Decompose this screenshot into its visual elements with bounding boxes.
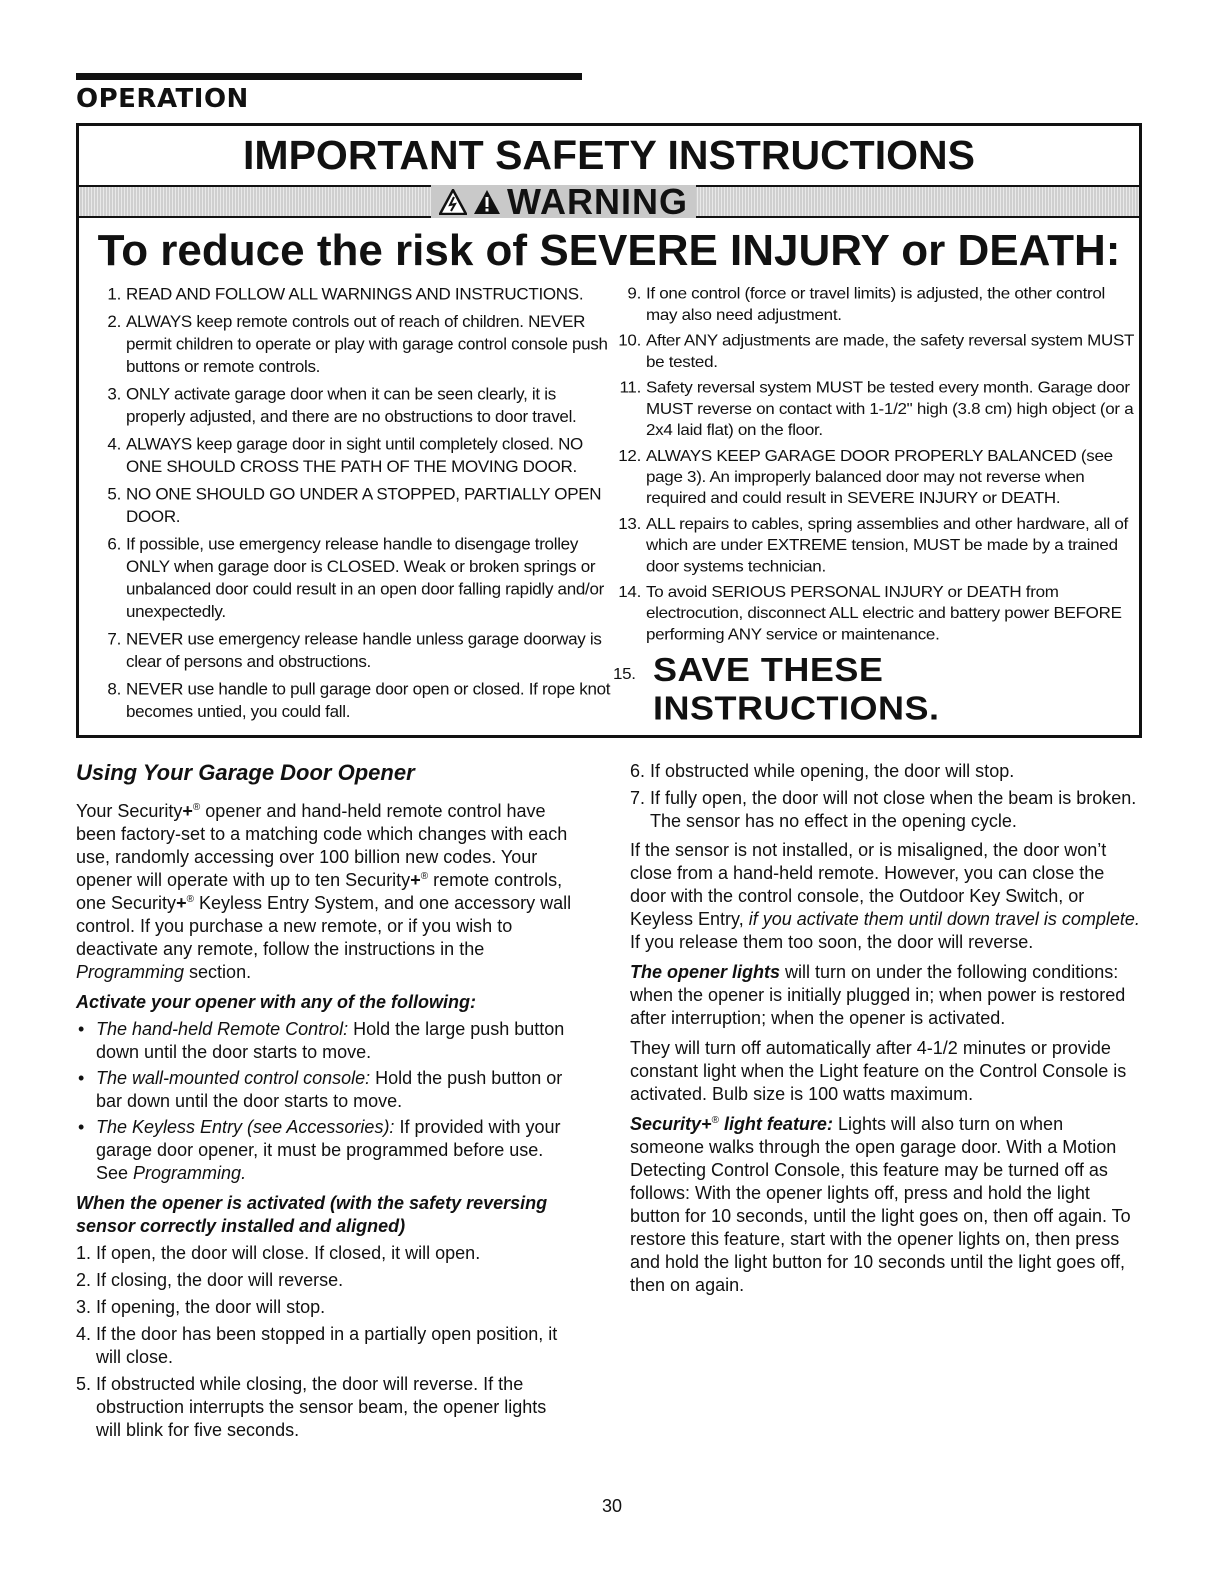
security-plus-mark: + xyxy=(182,801,193,821)
step-number: 7. xyxy=(630,788,646,808)
safety-rules-right-list xyxy=(613,283,1138,645)
warning-triangle-icon xyxy=(473,189,501,215)
rule-number: 12. xyxy=(618,446,641,465)
intro-text: Keyless Entry System, and one accessory wall control. If you purchase a new remote, or if you wish to deactivate any remote, follow the instructions in the xyxy=(76,893,572,959)
right-column xyxy=(630,760,1142,1304)
paragraph-lead: light feature: xyxy=(718,1114,833,1134)
security-plus-mark: + xyxy=(410,870,421,890)
rule-text: To avoid SERIOUS PERSONAL INJURY or DEATH from electrocution, disconnect ALL electric and battery power BEFORE performing ANY service or maintenance. xyxy=(646,583,1122,644)
list-item xyxy=(630,760,1142,783)
intro-text: Your Security xyxy=(76,801,183,821)
list-item xyxy=(76,1373,576,1442)
activation-behavior-list-continued xyxy=(630,760,1142,833)
list-item xyxy=(76,1116,576,1185)
rule-number: 7. xyxy=(107,629,121,649)
registered-mark: ® xyxy=(711,1115,719,1126)
safety-rule xyxy=(93,383,613,428)
section-rule xyxy=(76,73,582,80)
sensor-paragraph xyxy=(630,839,1142,954)
rule-text: ALL repairs to cables, spring assemblies and other hardware, all of which are under EXTREME tension, MUST be made by a trained door systems technician. xyxy=(646,515,1128,575)
rule-text: After ANY adjustments are made, the safety reversal system MUST be tested. xyxy=(646,331,1134,371)
bullet-text: Hold the push button or bar down until the door starts to move. xyxy=(96,1068,563,1111)
rule-number: 5. xyxy=(107,484,121,504)
paragraph-text: will turn on under the following conditions: when the opener is initially plugged in; when power is restored after interruption; when the opener is activated. xyxy=(630,962,1126,1028)
safety-rule-15 xyxy=(613,650,1138,727)
paragraph-text: If the sensor is not installed, or is misaligned, the door won’t close from a hand-held remote. However, you can close the door with the control console, the Outdoor Key Switch, or Keyless Entry, xyxy=(630,840,1107,929)
safety-rule xyxy=(613,513,1138,577)
light-feature-paragraph xyxy=(630,1113,1142,1297)
safety-rule xyxy=(613,283,1138,325)
rule-number: 4. xyxy=(107,434,121,454)
save-instructions-text: SAVE THESE INSTRUCTIONS. xyxy=(653,650,940,727)
list-item xyxy=(630,787,1142,833)
section-title: OPERATION xyxy=(76,84,249,114)
intro-text: remote controls, one Security xyxy=(76,870,563,913)
programming-reference: Programming xyxy=(76,962,185,982)
bullet-icon: • xyxy=(78,1019,85,1039)
activate-heading: Activate your opener with any of the following: xyxy=(76,992,477,1012)
step-text: If obstructed while closing, the door will reverse. If the obstruction interrupts the sensor beam, the opener lights will blink for five seconds. xyxy=(96,1374,547,1440)
safety-rule xyxy=(613,581,1138,645)
bullet-lead: The Keyless Entry (see Accessories): xyxy=(96,1117,395,1137)
rule-number: 9. xyxy=(627,284,641,303)
safety-rules-left xyxy=(93,283,613,728)
bullet-lead: The wall-mounted control console: xyxy=(96,1068,371,1088)
intro-paragraph xyxy=(76,800,576,984)
bullet-text: Hold the large push button down until the door starts to move. xyxy=(96,1019,565,1062)
rule-text: NO ONE SHOULD GO UNDER A STOPPED, PARTIALLY OPEN DOOR. xyxy=(126,484,602,527)
step-text: If opening, the door will stop. xyxy=(96,1297,326,1317)
rule-text: ALWAYS KEEP GARAGE DOOR PROPERLY BALANCED (see page 3). An improperly balanced door may not reverse when required and could result in SEVERE INJURY or DEATH. xyxy=(646,446,1113,507)
rule-text: ALWAYS keep remote controls out of reach of children. NEVER permit children to operate or play with garage control console push buttons or remote controls. xyxy=(126,312,608,377)
lights-off-paragraph: They will turn off automatically after 4-1/2 minutes or provide constant light when the Light feature on the Control Console is activated. Bulb size is 100 watts maximum. xyxy=(630,1038,1127,1104)
safety-rule xyxy=(93,678,613,723)
rule-number: 14. xyxy=(618,583,641,601)
safety-rule xyxy=(93,433,613,478)
bullet-icon: • xyxy=(78,1068,85,1088)
list-item xyxy=(76,1323,576,1369)
rule-text: ONLY activate garage door when it can be seen clearly, it is properly adjusted, and there are no obstructions to door travel. xyxy=(126,384,577,427)
security-plus-mark: + xyxy=(701,1114,712,1134)
rule-text: NEVER use emergency release handle unless garage doorway is clear of persons and obstructions. xyxy=(126,629,602,672)
step-text: If the door has been stopped in a partially open position, it will close. xyxy=(96,1324,558,1367)
paragraph-emphasis: if you activate them until down travel is complete. xyxy=(748,909,1140,929)
warning-text: WARNING xyxy=(507,181,688,222)
safety-rule xyxy=(93,628,613,673)
rule-number: 15. xyxy=(613,665,636,683)
list-item xyxy=(76,1296,576,1319)
list-item xyxy=(76,1018,576,1064)
activated-heading: When the opener is activated (with the safety reversing sensor correctly installed and aligned) xyxy=(76,1193,548,1236)
programming-reference: Programming. xyxy=(133,1163,247,1183)
registered-mark: ® xyxy=(186,894,194,905)
step-number: 2. xyxy=(76,1270,92,1290)
activation-behavior-list xyxy=(76,1242,576,1442)
warning-label xyxy=(431,181,696,222)
warning-bar xyxy=(79,181,1139,222)
rule-text: READ AND FOLLOW ALL WARNINGS AND INSTRUCTIONS. xyxy=(126,284,584,304)
rule-number: 6. xyxy=(107,534,121,554)
shock-hazard-triangle-icon xyxy=(439,189,467,215)
safety-heading: IMPORTANT SAFETY INSTRUCTIONS xyxy=(243,132,975,178)
bullet-lead: The hand-held Remote Control: xyxy=(96,1019,349,1039)
registered-mark: ® xyxy=(420,871,429,882)
rule-text: If one control (force or travel limits) is adjusted, the other control may also need adjustment. xyxy=(646,284,1105,324)
safety-rule xyxy=(93,533,613,623)
safety-rule xyxy=(613,330,1138,372)
page-number: 30 xyxy=(601,1496,623,1516)
step-number: 4. xyxy=(76,1324,92,1344)
step-text: If open, the door will close. If closed, it will open. xyxy=(96,1243,481,1263)
rule-number: 2. xyxy=(107,312,121,332)
rule-number: 11. xyxy=(619,378,641,397)
safety-instructions-box xyxy=(76,123,1142,738)
rule-number: 10. xyxy=(618,331,641,350)
section-heading: Using Your Garage Door Opener xyxy=(76,760,415,785)
paragraph-text: If you release them too soon, the door will reverse. xyxy=(630,932,1034,952)
safety-rule xyxy=(93,310,613,378)
safety-rule xyxy=(613,445,1138,509)
activation-methods-list xyxy=(76,1018,576,1185)
bullet-text: If provided with your garage door opener, it must be programmed before use. See xyxy=(96,1117,561,1183)
step-number: 6. xyxy=(630,761,646,781)
list-item xyxy=(76,1269,576,1292)
paragraph-lead: Security xyxy=(630,1114,702,1134)
safety-rule xyxy=(93,483,613,528)
rule-number: 13. xyxy=(618,515,641,533)
step-text: If fully open, the door will not close when the beam is broken. The sensor has no effect in the opening cycle. xyxy=(650,788,1137,831)
step-number: 1. xyxy=(76,1243,92,1263)
paragraph-lead: The opener lights xyxy=(630,962,781,982)
list-item xyxy=(76,1067,576,1113)
rule-text: ALWAYS keep garage door in sight until completely closed. NO ONE SHOULD CROSS THE PATH OF THE MOVING DOOR. xyxy=(126,434,583,477)
opener-lights-paragraph xyxy=(630,961,1142,1030)
risk-heading: To reduce the risk of SEVERE INJURY or DEATH: xyxy=(97,226,1121,275)
list-item xyxy=(76,1242,576,1265)
safety-rule xyxy=(93,283,613,306)
step-text: If obstructed while opening, the door will stop. xyxy=(650,761,1015,781)
rule-text: If possible, use emergency release handle to disengage trolley ONLY when garage door is CLOSED. Weak or broken springs or unbalanced door could result in an open door falling rapidly and/or unexpectedly. xyxy=(126,534,604,622)
paragraph-text: Lights will also turn on when someone walks through the open garage door. With a Motion Detecting Control Console, this feature may be turned off as follows: With the opener lights off, press and hold the light button for 10 seconds, until the light goes on, then off again. To restore this feature, start with the opener lights on, then press and hold the light button for 10 seconds until the light goes off, then on again. xyxy=(630,1114,1131,1295)
step-text: If closing, the door will reverse. xyxy=(96,1270,344,1290)
left-column xyxy=(76,760,576,1448)
rule-number: 3. xyxy=(107,384,121,404)
safety-rules-right xyxy=(613,283,1138,728)
registered-mark: ® xyxy=(192,802,201,813)
rule-text: Safety reversal system MUST be tested every month. Garage door MUST reverse on contact with 1-1/2" high (3.8 cm) high object (or a 2x4 laid flat) on the floor. xyxy=(646,378,1134,439)
bullet-icon: • xyxy=(78,1117,85,1137)
intro-text: section. xyxy=(184,962,252,982)
rule-number: 8. xyxy=(107,679,121,699)
rule-number: 1. xyxy=(107,284,121,304)
step-number: 3. xyxy=(76,1297,92,1317)
step-number: 5. xyxy=(76,1374,92,1394)
safety-rule xyxy=(613,377,1138,441)
security-plus-mark: + xyxy=(176,893,187,913)
rule-text: NEVER use handle to pull garage door open or closed. If rope knot becomes untied, you could fall. xyxy=(126,679,611,722)
intro-text: opener and hand-held remote control have been factory-set to a matching code which changes with each use, randomly accessing over 100 billion new codes. Your opener will operate with up to ten Security xyxy=(76,801,568,890)
